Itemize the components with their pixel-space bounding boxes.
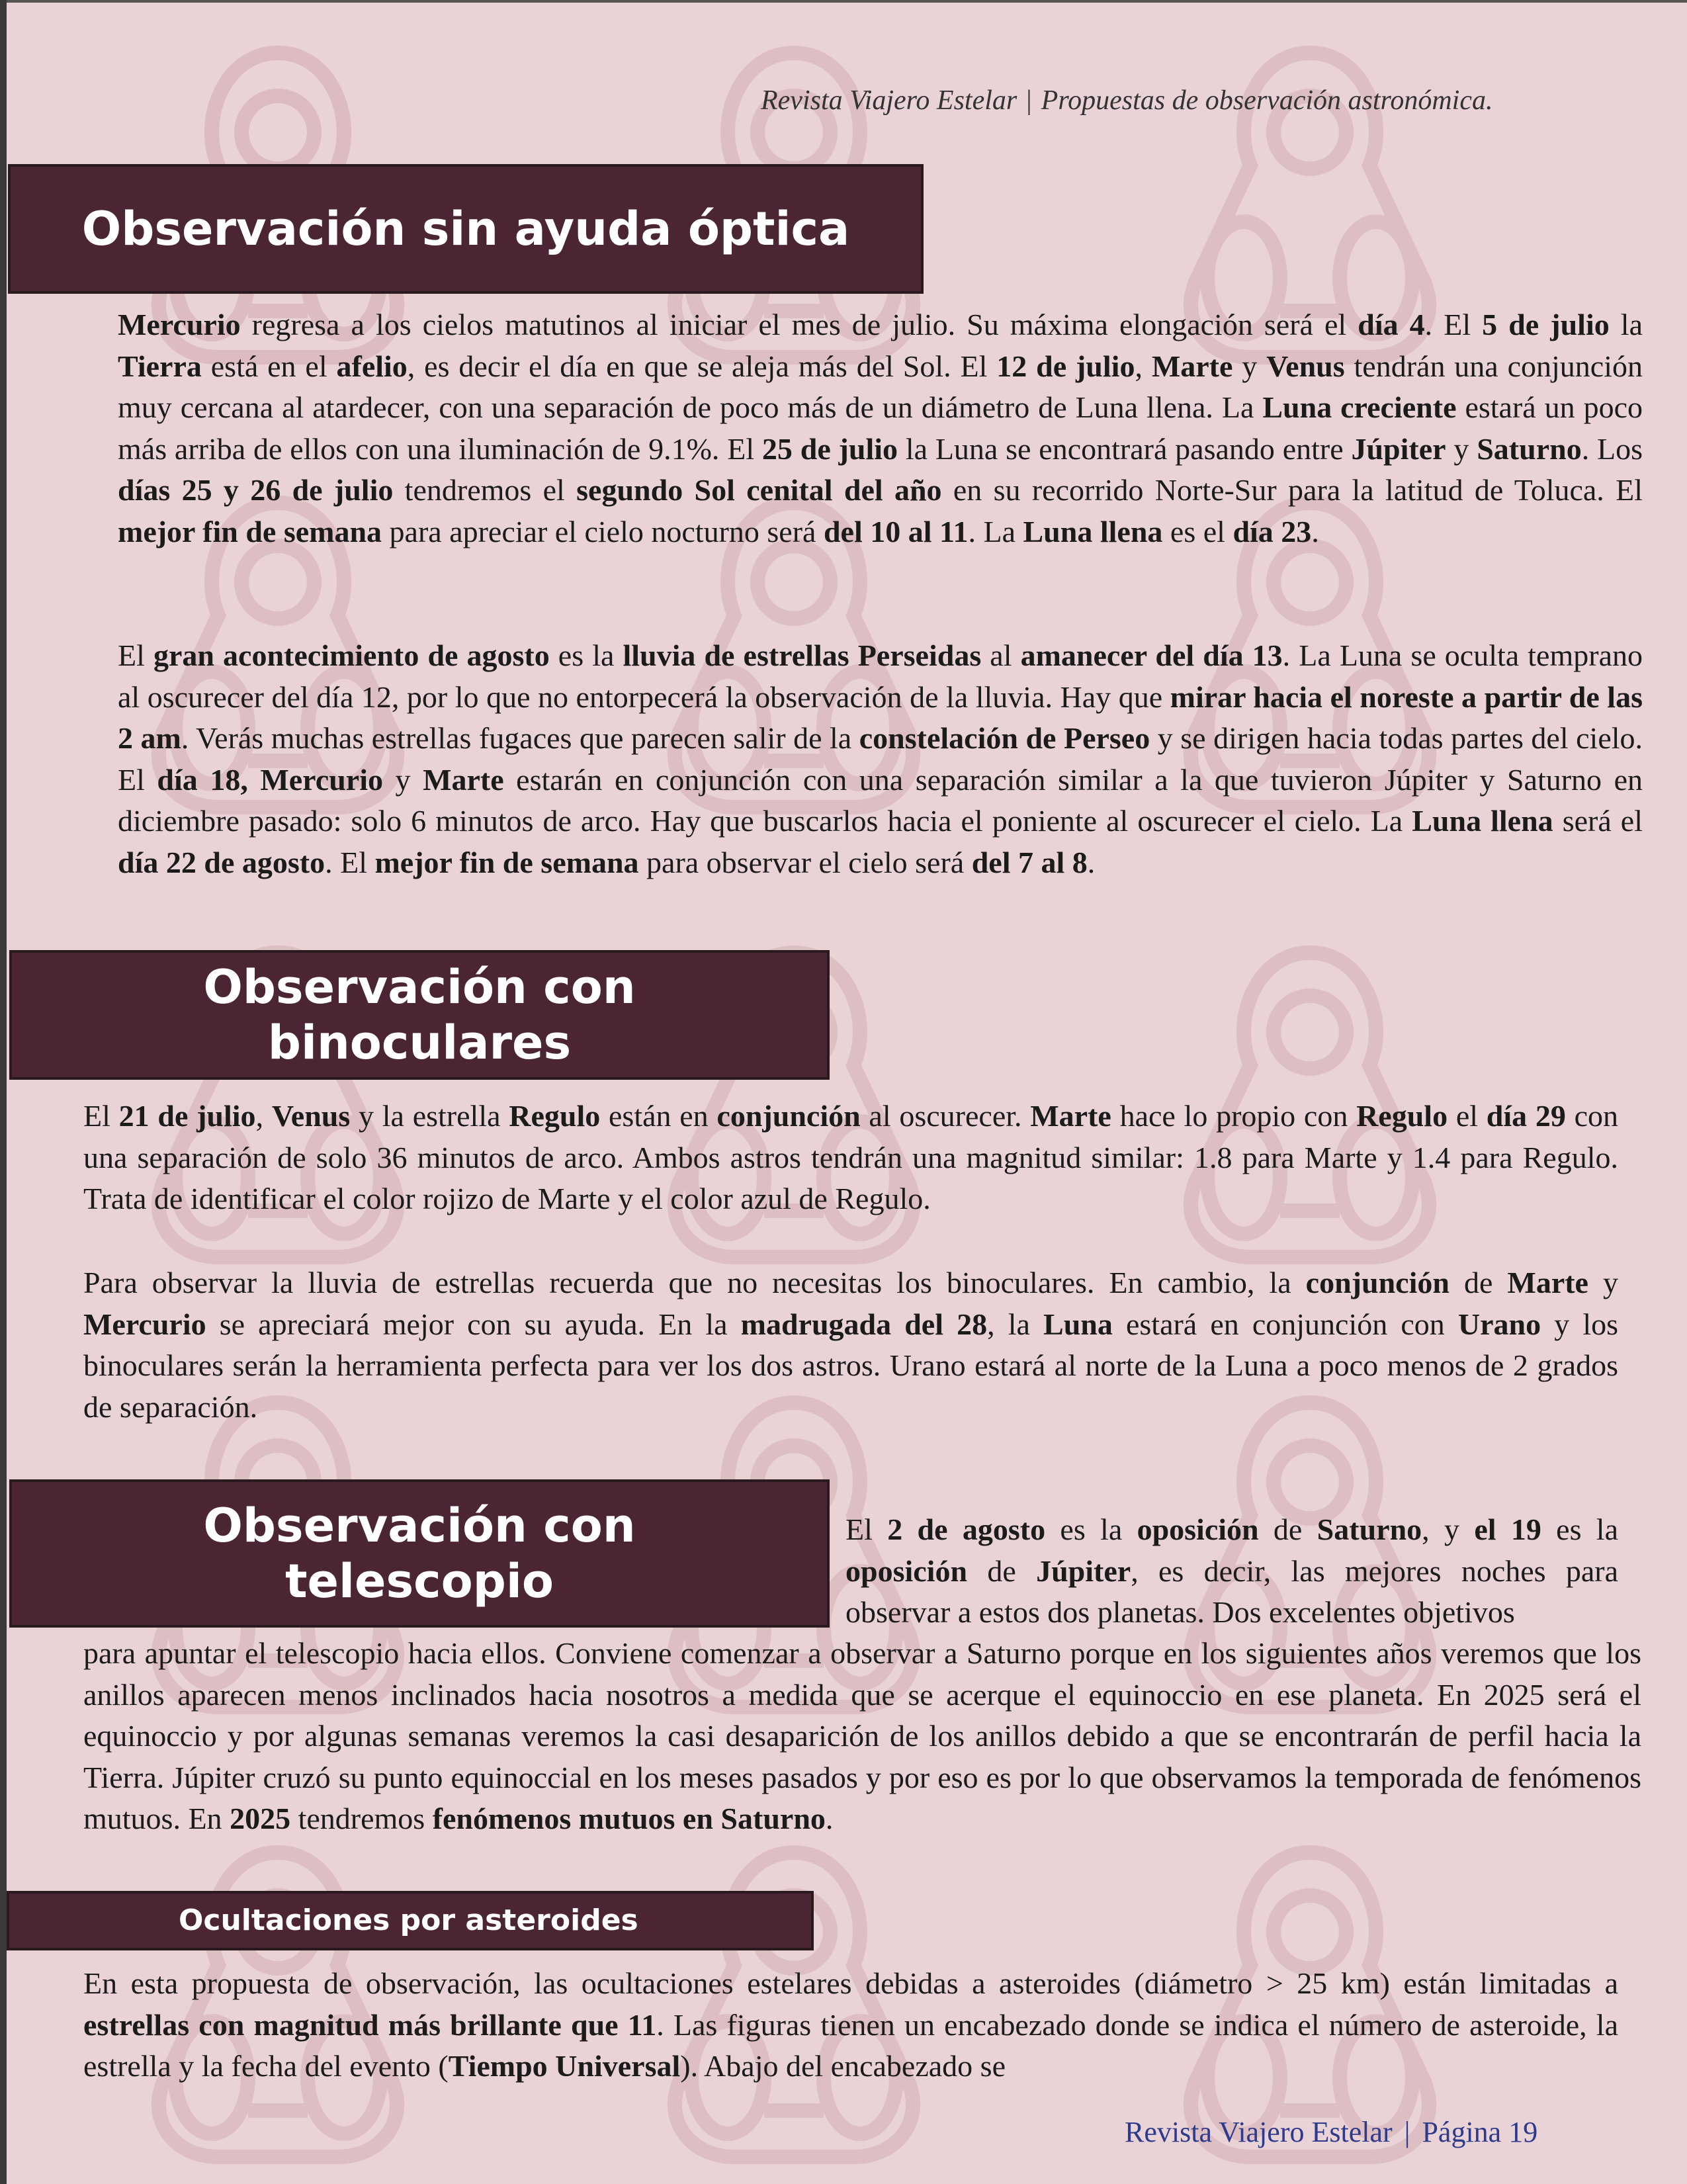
text-run: el: [1448, 1099, 1487, 1133]
paragraph-binoculars-august: [83, 1262, 1618, 1428]
bold-run: Marte: [1151, 349, 1233, 383]
bold-run: Regulo: [1356, 1099, 1448, 1133]
bold-run: Júpiter: [1351, 431, 1446, 466]
bold-run: Tierra: [118, 349, 202, 383]
bold-run: lluvia de estrellas Perseidas: [623, 638, 982, 672]
text-run: será el: [1553, 804, 1643, 838]
text-run: y: [1588, 1266, 1619, 1299]
text-run: ,: [1135, 349, 1152, 383]
text-run: hace lo propio con: [1111, 1099, 1357, 1133]
bold-run: del 7 al 8: [971, 845, 1088, 879]
bold-run: fenómenos mutuos en Saturno: [432, 1802, 826, 1835]
bold-run: Regulo: [509, 1099, 601, 1133]
bold-run: Saturno: [1317, 1512, 1422, 1546]
text-run: para apuntar el telescopio hacia ellos. Conviene comenzar a observar a Saturno porque en los siguientes años veremos que los anillos aparecen menos inclinados hacia nosotros a medida que se acerque el equinoccio en ese planeta. En 2025 será el equinoccio y por algunas semanas veremos la casi desaparición de los anillos debido a que se encontrarán de perfil hacia la Tierra. Júpiter cruzó su punto equinoccial en los meses pasados y por eso es por lo que observamos la temporada de fenómenos mutuos. En: [83, 1636, 1641, 1835]
bold-run: Venus: [271, 1099, 351, 1133]
header-magazine: Revista Viajero Estelar: [761, 85, 1017, 116]
bold-run: día 18, Mercurio: [157, 762, 383, 797]
paragraph-binoculars-july: [83, 1096, 1618, 1220]
section-title-binoculars: [9, 950, 830, 1080]
bold-run: Luna creciente: [1262, 390, 1457, 424]
text-run: , es decir, las mejores noches para observar a estos dos planetas. Dos excelentes objetivos: [845, 1553, 1619, 1629]
text-run: regresa a los cielos matutinos al iniciar el mes de julio. Su máxima elongación será el: [240, 308, 1358, 341]
text-run: , es decir el día en que se aleja más del Sol. El: [407, 349, 997, 383]
bold-run: Marte: [1030, 1099, 1111, 1133]
text-run: .: [1087, 845, 1096, 879]
text-run: la: [1609, 308, 1643, 341]
bold-run: 25 de julio: [761, 431, 898, 466]
bold-run: conjunción: [716, 1099, 861, 1133]
bold-run: Júpiter: [1036, 1553, 1131, 1588]
paragraph-naked-eye-august: [118, 635, 1643, 883]
footer-page-number: Página 19: [1422, 2116, 1538, 2148]
section-title-binoculars-text: Observación con binoculares: [203, 960, 636, 1070]
section-title-naked-eye: Observación sin ayuda óptica: [8, 164, 924, 294]
header-subtitle: Propuestas de observación astronómica.: [1041, 85, 1493, 116]
text-run: y: [382, 762, 423, 797]
bold-run: conjunción: [1305, 1266, 1449, 1299]
paragraph-naked-eye-july: [118, 304, 1643, 552]
text-run: , y: [1422, 1512, 1475, 1546]
bold-run: Luna: [1043, 1307, 1113, 1341]
header-separator: |: [1026, 85, 1032, 116]
bold-run: Venus: [1266, 349, 1345, 383]
text-run: Para observar la lluvia de estrellas recuerda que no necesitas los binoculares. En cambio, la: [83, 1266, 1306, 1299]
text-run: es la: [1541, 1512, 1619, 1546]
text-run: tendremos: [290, 1802, 433, 1835]
text-run: ). Abajo del encabezado se: [680, 2049, 1006, 2083]
bold-run: oposición: [1137, 1512, 1259, 1546]
text-run: al: [981, 638, 1021, 672]
text-run: y la estrella: [350, 1099, 509, 1133]
bold-run: constelación de Perseo: [859, 721, 1150, 755]
bold-run: madrugada del 28: [740, 1307, 988, 1341]
text-run: . Las figuras tienen un encabezado donde se indica el número de asteroide, la estrella y la fecha del evento (: [83, 2007, 1618, 2083]
bold-run: estrellas con magnitud más brillante que 11: [83, 2007, 657, 2042]
bold-run: día 22 de agosto: [118, 845, 325, 879]
text-run: para observar el cielo será: [638, 845, 972, 879]
text-run: . La Luna se oculta temprano al oscurecer del día 12, por lo que no entorpecerá la observación de la lluvia. Hay que: [118, 638, 1643, 714]
text-run: .: [825, 1802, 834, 1835]
bold-run: Luna llena: [1023, 514, 1163, 548]
bold-run: el 19: [1474, 1512, 1541, 1546]
bold-run: 2 de agosto: [887, 1512, 1046, 1546]
bold-run: Tiempo Universal: [448, 2049, 681, 2083]
text-run: .: [1311, 514, 1319, 548]
text-run: para apreciar el cielo nocturno será: [382, 514, 824, 548]
text-run: la Luna se encontrará pasando entre: [898, 431, 1352, 466]
bold-run: afelio: [336, 349, 408, 383]
bold-run: gran acontecimiento de agosto: [153, 638, 550, 672]
text-run: estará en conjunción con: [1112, 1307, 1458, 1341]
text-run: estarán en conjunción con una separación similar a la que tuvieron Júpiter y Saturno en diciembre pasado: solo 6 minutos de arco. Hay que buscarlos hacia el poniente al oscurecer el cielo. La: [118, 762, 1643, 838]
bold-run: segundo Sol cenital del año: [576, 473, 942, 507]
text-run: es la: [549, 638, 623, 672]
paragraph-occultations: [83, 1963, 1618, 2087]
text-run: de: [1449, 1266, 1508, 1299]
text-run: tendremos el: [393, 473, 577, 507]
text-run: . El: [1424, 308, 1483, 341]
text-run: de: [1258, 1512, 1317, 1546]
running-header: [761, 85, 1581, 116]
section-title-telescope-text: Observación con telescopio: [203, 1499, 636, 1608]
text-run: El: [83, 1099, 119, 1133]
text-run: y: [1446, 431, 1477, 466]
text-run: con una separación de solo 36 minutos de arco. Ambos astros tendrán una magnitud similar: 1.8 para Marte y 1.4 para Regulo. Trata de identificar el color rojizo de Marte y el color azul de Regulo.: [83, 1099, 1619, 1215]
text-run: es la: [1045, 1512, 1137, 1546]
text-run: El: [118, 638, 153, 672]
text-run: en su recorrido Norte-Sur para la latitud de Toluca. El: [941, 473, 1643, 507]
bold-run: día 4: [1358, 308, 1425, 341]
text-run: y los binoculares serán la herramienta perfecta para ver los dos astros. Urano estará al norte de la Luna a poco menos de 2 grados de separación.: [83, 1307, 1618, 1424]
text-run: . Verás muchas estrellas fugaces que parecen salir de la: [181, 721, 859, 755]
paragraph-telescope-intro: [845, 1509, 1618, 1634]
bold-run: Urano: [1457, 1307, 1541, 1341]
text-run: . Los: [1581, 431, 1643, 466]
bold-run: 12 de julio: [996, 349, 1135, 383]
bold-run: 5 de julio: [1482, 308, 1610, 341]
bold-run: Mercurio: [118, 308, 241, 341]
text-run: y: [1233, 349, 1267, 383]
footer-magazine: Revista Viajero Estelar: [1125, 2116, 1393, 2148]
bold-run: días 25 y 26 de julio: [118, 473, 394, 507]
bold-run: amanecer del día 13: [1020, 638, 1283, 672]
text-run: se apreciará mejor con su ayuda. En la: [206, 1307, 741, 1341]
text-run: tendrán una conjunción muy cercana al atardecer, con una separación de poco más de un diámetro de Luna llena. La: [118, 349, 1643, 424]
bold-run: oposición: [845, 1553, 968, 1588]
text-run: ,: [255, 1099, 272, 1133]
bold-run: Mercurio: [83, 1307, 206, 1341]
bold-run: 2025: [230, 1802, 291, 1835]
footer-separator: |: [1404, 2116, 1410, 2148]
text-run: y se dirigen hacia todas partes del cielo. El: [118, 721, 1643, 797]
page-top-border: [0, 0, 1687, 3]
text-run: En esta propuesta de observación, las ocultaciones estelares debidas a asteroides (diámetro > 25 km) están limitadas a: [83, 1966, 1618, 2000]
bold-run: del 10 al 11: [823, 514, 969, 548]
text-run: El: [845, 1512, 888, 1546]
bold-run: 21 de julio: [118, 1099, 256, 1133]
page-footer: [1125, 2115, 1537, 2149]
bold-run: mirar hacia el noreste a partir de las 2 am: [118, 679, 1643, 755]
bold-run: Marte: [1507, 1266, 1588, 1299]
text-run: es el: [1162, 514, 1233, 548]
page-left-border: [0, 0, 7, 2184]
bold-run: Marte: [423, 762, 504, 797]
section-title-telescope: [9, 1479, 830, 1628]
bold-run: día 29: [1486, 1099, 1566, 1133]
text-run: de: [967, 1553, 1037, 1588]
text-run: . La: [968, 514, 1023, 548]
section-title-occultations: Ocultaciones por asteroides: [7, 1891, 814, 1950]
paragraph-telescope-body: [83, 1633, 1641, 1840]
text-run: están en: [600, 1099, 717, 1133]
bold-run: mejor fin de semana: [374, 845, 639, 879]
text-run: al oscurecer.: [860, 1099, 1031, 1133]
bold-run: Luna llena: [1412, 804, 1553, 838]
text-run: estará un poco más arriba de ellos con una iluminación de 9.1%. El: [118, 390, 1643, 466]
text-run: . El: [325, 845, 375, 879]
bold-run: día 23: [1233, 514, 1312, 548]
bold-run: mejor fin de semana: [118, 514, 382, 548]
text-run: , la: [987, 1307, 1044, 1341]
text-run: está en el: [201, 349, 337, 383]
bold-run: Saturno: [1477, 431, 1582, 466]
